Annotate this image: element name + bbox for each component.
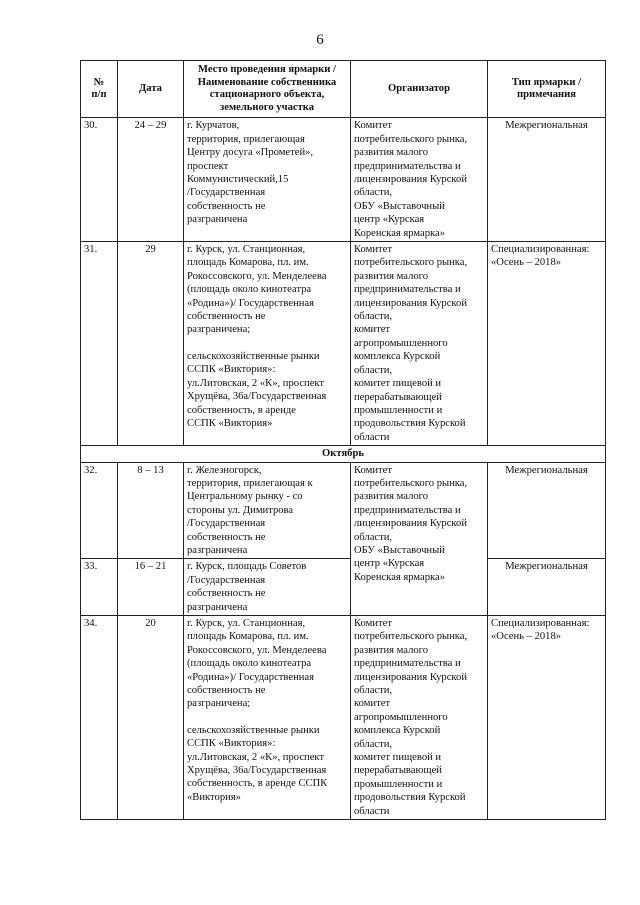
table-row xyxy=(81,616,606,820)
row-place: г. Курск, площадь Советов /Государственная собственность не разграничена xyxy=(184,559,351,616)
header-type: Тип ярмарки / примечания xyxy=(488,61,606,118)
month-row xyxy=(81,446,606,462)
row-type: Межрегиональная xyxy=(488,559,606,616)
row-place xyxy=(184,242,351,446)
row-place-part-a: г. Курск, ул. Станционная, площадь Комарова, пл. им. Рокоссовского, ул. Менделеева (площадь около кинотеатра «Родина»)/ Государственная собственность не разграничена; xyxy=(187,244,327,336)
row-type: Межрегиональная xyxy=(488,118,606,242)
row-place-part-b: сельскохозяйственные рынки ССПК «Виктория»: ул.Литовская, 2 «К», проспект Хрущёва, 36а/Государственная собственность, в аренде ССПК «Виктория» xyxy=(187,350,327,429)
row-type: Специализированная: «Осень – 2018» xyxy=(488,616,606,820)
fair-schedule-table xyxy=(80,60,606,820)
row-organizer: Комитет потребительского рынка, развития малого предпринимательства и лицензирования Курской области, комитет агропромышленного комплекса Курской области, комитет пищевой и перерабатывающей промышленности и продовольствия Курской области xyxy=(351,616,488,820)
row-date: 8 – 13 xyxy=(118,462,184,559)
row-date: 16 – 21 xyxy=(118,559,184,616)
row-place: г. Курчатов, территория, прилегающая Центру досуга «Прометей», проспект Коммунистический,15 /Государственная собственность не разграничена xyxy=(184,118,351,242)
header-place: Место проведения ярмарки / Наименование собственника стационарного объекта, земельного участка xyxy=(184,61,351,118)
row-organizer: Комитет потребительского рынка, развития малого предпринимательства и лицензирования Курской области, комитет агропромышленного комплекса Курской области, комитет пищевой и перерабатывающей промышленности и продовольствия Курской области xyxy=(351,242,488,446)
table-row xyxy=(81,559,606,616)
row-date: 24 – 29 xyxy=(118,118,184,242)
row-num: 32. xyxy=(81,462,118,559)
header-organizer: Организатор xyxy=(351,61,488,118)
row-organizer: Комитет потребительского рынка, развития малого предпринимательства и лицензирования Курской области, ОБУ «Выставочный центр «Курская Коренская ярмарка» xyxy=(351,462,488,615)
page-number: 6 xyxy=(316,32,324,48)
row-date: 20 xyxy=(118,616,184,820)
row-place xyxy=(184,616,351,820)
header-date: Дата xyxy=(118,61,184,118)
row-num: 31. xyxy=(81,242,118,446)
row-place: г. Железногорск, территория, прилегающая к Центральному рынку - со стороны ул. Димитрова /Государственная собственность не разграничена xyxy=(184,462,351,559)
row-type: Специализированная: «Осень – 2018» xyxy=(488,242,606,446)
table-row xyxy=(81,462,606,559)
table-row xyxy=(81,118,606,242)
header-num: № п/п xyxy=(81,61,118,118)
row-place-part-b: сельскохозяйственные рынки ССПК «Виктория»: ул.Литовская, 2 «К», проспект Хрущёва, 36а/Государственная собственность, в аренде ССПК «Виктория» xyxy=(187,724,328,803)
row-organizer: Комитет потребительского рынка, развития малого предпринимательства и лицензирования Курской области, ОБУ «Выставочный центр «Курская Коренская ярмарка» xyxy=(351,118,488,242)
month-label: Октябрь xyxy=(81,446,606,462)
row-date: 29 xyxy=(118,242,184,446)
table-row xyxy=(81,242,606,446)
table-header-row xyxy=(81,61,606,118)
row-num: 34. xyxy=(81,616,118,820)
row-num: 30. xyxy=(81,118,118,242)
row-type: Межрегиональная xyxy=(488,462,606,559)
row-place-part-a: г. Курск, ул. Станционная, площадь Комарова, пл. им. Рокоссовского, ул. Менделеева (площадь около кинотеатра «Родина»)/ Государственная собственность не разграничена; xyxy=(187,618,327,710)
row-num: 33. xyxy=(81,559,118,616)
